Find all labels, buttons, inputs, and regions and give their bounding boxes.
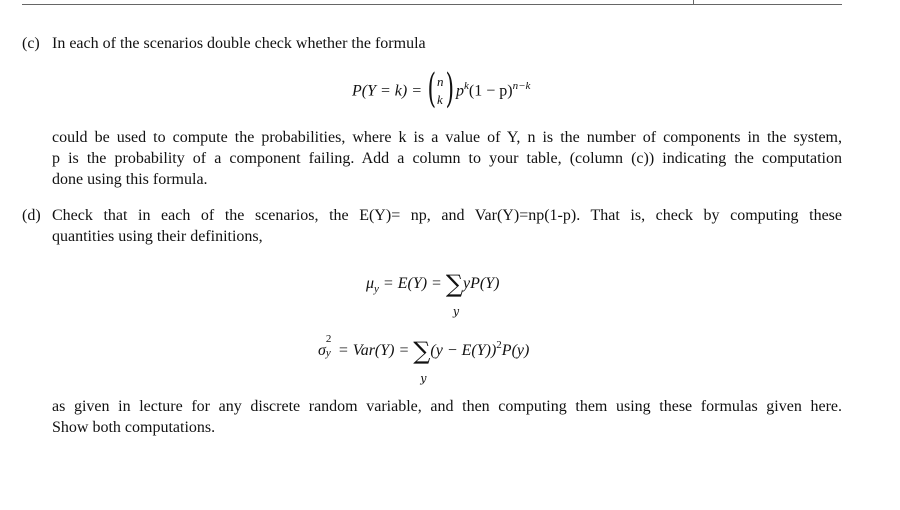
variance-summand-b: P(y) — [501, 342, 530, 359]
item-d-closing-line-2: Show both computations. — [52, 419, 216, 436]
item-c-body-line-1: could be used to compute the probabilities, where k is a value of Y, n is the number of components in the system, — [52, 129, 842, 146]
item-c-body-line-2: p is the probability of a component failing. Add a column to your table, (column (c)) indicating the computation — [52, 150, 842, 167]
item-c-label: (c) — [22, 35, 40, 52]
summation-icon: ∑ y — [446, 274, 463, 294]
binomial-coefficient — [427, 66, 455, 112]
mean-formula — [366, 270, 500, 318]
binom-bottom: k — [437, 92, 443, 107]
variance-formula — [318, 333, 530, 385]
mu-symbol: μ — [366, 275, 375, 292]
binom-right-paren: ) — [445, 66, 455, 112]
formula-p: p — [456, 82, 465, 100]
item-c-body — [52, 127, 842, 190]
variance-summand-a: (y − E(Y)) — [430, 342, 497, 359]
formula-p-exponent: k — [464, 79, 469, 92]
mu-subscript: y — [374, 283, 379, 295]
sigma-scripts — [325, 333, 334, 359]
formula-factor: (1 − p) — [468, 82, 513, 100]
item-d-body-line-2: quantities using their definitions, — [52, 228, 263, 245]
item-d-body — [52, 205, 842, 247]
binomial-formula — [352, 66, 531, 112]
item-c-intro — [52, 33, 842, 54]
item-d-closing-line-1: as given in lecture for any discrete random variable, and then computing them using these formulas given here. — [52, 398, 842, 415]
summation-subscript: y — [452, 305, 460, 318]
item-c-intro-line: In each of the scenarios double check whether the formula — [52, 35, 426, 52]
sigma-subscript: y — [325, 347, 331, 359]
item-d-label: (d) — [22, 207, 41, 224]
item-d-closing — [52, 396, 842, 438]
variance-mid: = Var(Y) = — [333, 342, 414, 359]
binom-left-paren: ( — [427, 66, 437, 112]
summation-subscript: y — [420, 372, 427, 385]
item-d-body-line-1: Check that in each of the scenarios, the E(Y)= np, and Var(Y)=np(1-p). That is, check by computing these — [52, 207, 842, 224]
sigma-symbol: σ — [318, 342, 326, 359]
variance-summand-exponent: 2 — [496, 339, 502, 351]
summation-icon: ∑ y — [413, 341, 430, 361]
binom-top: n — [437, 74, 444, 89]
item-c-body-line-3: done using this formula. — [52, 171, 208, 188]
formula-lhs: P(Y = k) = — [352, 82, 423, 100]
sigma-superscript: 2 — [325, 333, 332, 345]
top-rule — [22, 4, 842, 5]
mean-mid: = E(Y) = — [378, 275, 446, 292]
top-tick — [693, 0, 694, 4]
formula-factor-exponent: n−k — [512, 79, 531, 92]
mean-summand: yP(Y) — [462, 275, 500, 292]
